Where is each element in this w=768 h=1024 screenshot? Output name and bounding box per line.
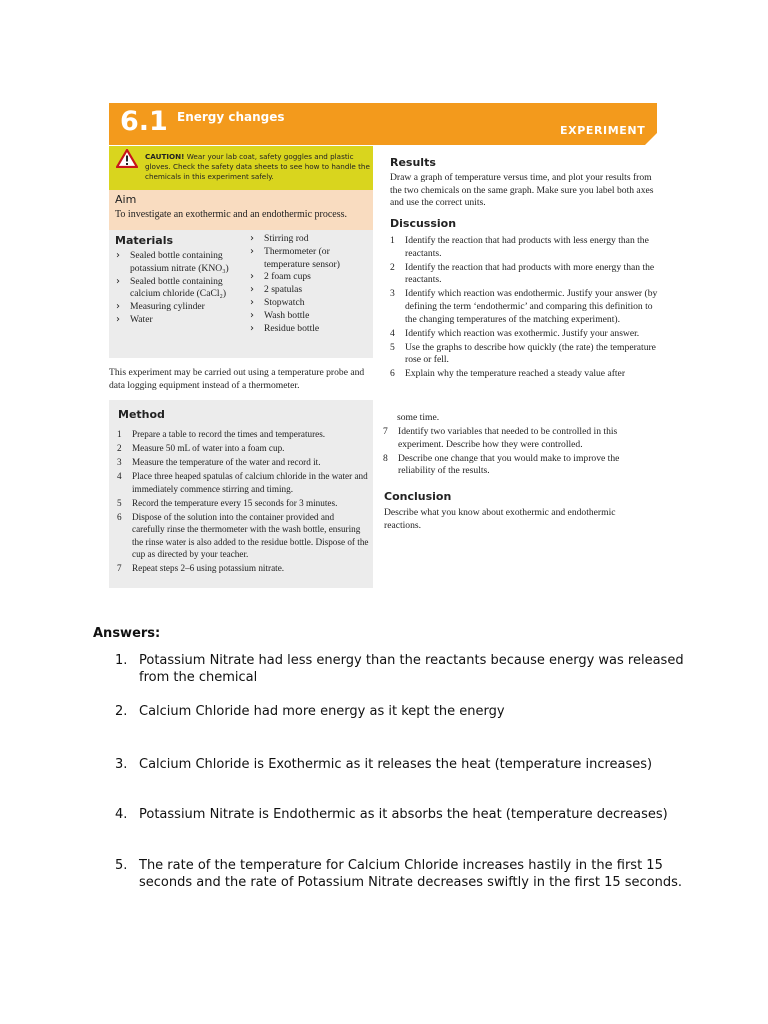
answer-item xyxy=(115,806,685,823)
item-text: Identify which reaction was endothermic. Justify your answer (by defining the term ‘endothermic’ and comparing this definition to the changing temperatures of the matching experiment). xyxy=(405,288,658,325)
conclusion-text: Describe what you know about exothermic and endothermic reactions. xyxy=(384,507,616,531)
answer-text: Potassium Nitrate had less energy than the reactants because energy was released from the chemical xyxy=(139,653,684,685)
list-item xyxy=(390,288,658,326)
item-number: 7 xyxy=(383,426,388,437)
discussion-heading: Discussion xyxy=(390,217,457,230)
list-item xyxy=(390,368,658,381)
item-number: 8 xyxy=(383,452,388,464)
list-item: › Measuring cylinder xyxy=(116,301,246,314)
warning-triangle-icon xyxy=(116,149,138,168)
item-number: 4 xyxy=(390,327,395,339)
step-number: 5 xyxy=(117,497,122,508)
step-number: 1 xyxy=(117,429,122,439)
list-item: › 2 spatulas xyxy=(250,284,372,297)
probe-note: This experiment may be carried out using a temperature probe and data logging equipment instead of a thermometer. xyxy=(109,367,365,391)
experiment-label: EXPERIMENT xyxy=(560,124,646,137)
answer-number: 5. xyxy=(115,858,128,873)
answer-text: Potassium Nitrate is Endothermic as it absorbs the heat (temperature decreases) xyxy=(139,807,668,822)
step-number: 7 xyxy=(117,563,122,573)
step-text: Measure the temperature of the water and record it. xyxy=(132,457,321,467)
discussion-list-continued xyxy=(383,426,651,479)
answer-text: Calcium Chloride had more energy as it kept the energy xyxy=(139,704,505,719)
list-item xyxy=(117,470,369,495)
chapter-number: 6.1 xyxy=(120,106,168,137)
item-number: 2 xyxy=(390,261,395,273)
materials-list-right xyxy=(250,233,372,335)
list-item xyxy=(383,453,651,478)
answer-item xyxy=(115,857,685,891)
list-item: › Sealed bottle containing calcium chloride (CaCl₂) xyxy=(116,276,246,302)
materials-list-left xyxy=(116,250,246,327)
list-item: › Wash bottle xyxy=(250,310,372,323)
step-text: Repeat steps 2–6 using potassium nitrate. xyxy=(132,563,285,573)
list-item: › Residue bottle xyxy=(250,323,372,336)
item-text: Identify the reaction that had products with more energy than the reactants. xyxy=(405,261,655,286)
item-text: Identify the reaction that had products with less energy than the reactants. xyxy=(405,235,649,259)
answer-number: 1. xyxy=(115,653,128,668)
step-number: 6 xyxy=(117,511,122,522)
list-item xyxy=(390,262,658,287)
answer-number: 3. xyxy=(115,757,128,772)
item-text: Explain why the temperature reached a steady value after xyxy=(405,368,626,380)
list-item xyxy=(390,342,658,367)
results-text: Draw a graph of temperature versus time, and plot your results from the two chemicals on the same graph. Make sure you label both axes and use the correct units. xyxy=(390,172,654,209)
step-text: Dispose of the solution into the container provided and carefully rinse the thermometer with the wash bottle, ensuring the rinse water is also added to the residue bottle. Dispose of the cup as directed by your teacher. xyxy=(132,511,369,559)
step-number: 4 xyxy=(117,471,122,481)
list-item xyxy=(117,428,369,441)
step-text: Prepare a table to record the times and temperatures. xyxy=(132,429,326,439)
list-item: › Stopwatch xyxy=(250,297,372,310)
discussion-list xyxy=(390,235,658,383)
answer-item xyxy=(115,756,685,773)
item-number: 1 xyxy=(390,235,395,246)
list-item: › Stirring rod xyxy=(250,233,372,246)
item-number: 3 xyxy=(390,288,395,300)
list-item xyxy=(117,511,369,561)
results-heading: Results xyxy=(390,156,436,169)
materials-heading: Materials xyxy=(115,234,174,247)
aim-text: To investigate an exothermic and an endothermic process. xyxy=(115,209,347,220)
answer-number: 4. xyxy=(115,807,128,822)
discussion-continued: some time. xyxy=(397,412,440,423)
list-item: › Thermometer (or temperature sensor) xyxy=(250,246,372,272)
caution-body: Wear your lab coat, safety goggles and plastic gloves. Check the safety data sheets to see how to handle the chemicals in this experiment safely. xyxy=(145,152,370,181)
aim-heading: Aim xyxy=(115,193,137,206)
answers-heading: Answers: xyxy=(93,626,161,641)
list-item xyxy=(390,328,658,341)
answer-item xyxy=(115,703,685,720)
method-steps xyxy=(117,428,369,576)
list-item xyxy=(383,426,651,451)
item-number: 6 xyxy=(390,368,395,380)
item-text: Identify two variables that needed to be controlled in this experiment. Describe how they were controlled. xyxy=(398,426,618,450)
chapter-title: Energy changes xyxy=(177,110,285,124)
list-item: › Water xyxy=(116,314,246,327)
answer-item xyxy=(115,652,685,686)
list-item: › 2 foam cups xyxy=(250,271,372,284)
step-number: 3 xyxy=(117,457,122,467)
step-text: Place three heaped spatulas of calcium chloride in the water and immediately commence stirring and timing. xyxy=(132,471,368,494)
list-item xyxy=(390,235,658,260)
list-item xyxy=(117,497,369,510)
method-heading: Method xyxy=(118,408,165,421)
caution-label: CAUTION! xyxy=(145,152,185,161)
step-text: Measure 50 mL of water into a foam cup. xyxy=(132,443,285,453)
answer-text: Calcium Chloride is Exothermic as it releases the heat (temperature increases) xyxy=(139,757,653,772)
caution-text xyxy=(145,152,370,182)
list-item: › Sealed bottle containing potassium nitrate (KNO₃) xyxy=(116,250,246,276)
step-number: 2 xyxy=(117,443,122,453)
conclusion-heading: Conclusion xyxy=(384,490,452,503)
step-text: Record the temperature every 15 seconds for 3 minutes. xyxy=(132,497,338,508)
item-number: 5 xyxy=(390,341,395,353)
item-text: Describe one change that you would make to improve the reliability of the results. xyxy=(398,452,620,477)
item-text: Use the graphs to describe how quickly (the rate) the temperature rose or fell. xyxy=(405,341,656,366)
answer-number: 2. xyxy=(115,704,128,719)
list-item xyxy=(117,456,369,469)
list-item xyxy=(117,442,369,455)
list-item xyxy=(117,562,369,575)
answer-text: The rate of the temperature for Calcium Chloride increases hastily in the first 15 seconds and the rate of Potassium Nitrate decreases swiftly in the first 15 seconds. xyxy=(139,858,683,890)
item-text: Identify which reaction was exothermic. Justify your answer. xyxy=(405,327,640,339)
